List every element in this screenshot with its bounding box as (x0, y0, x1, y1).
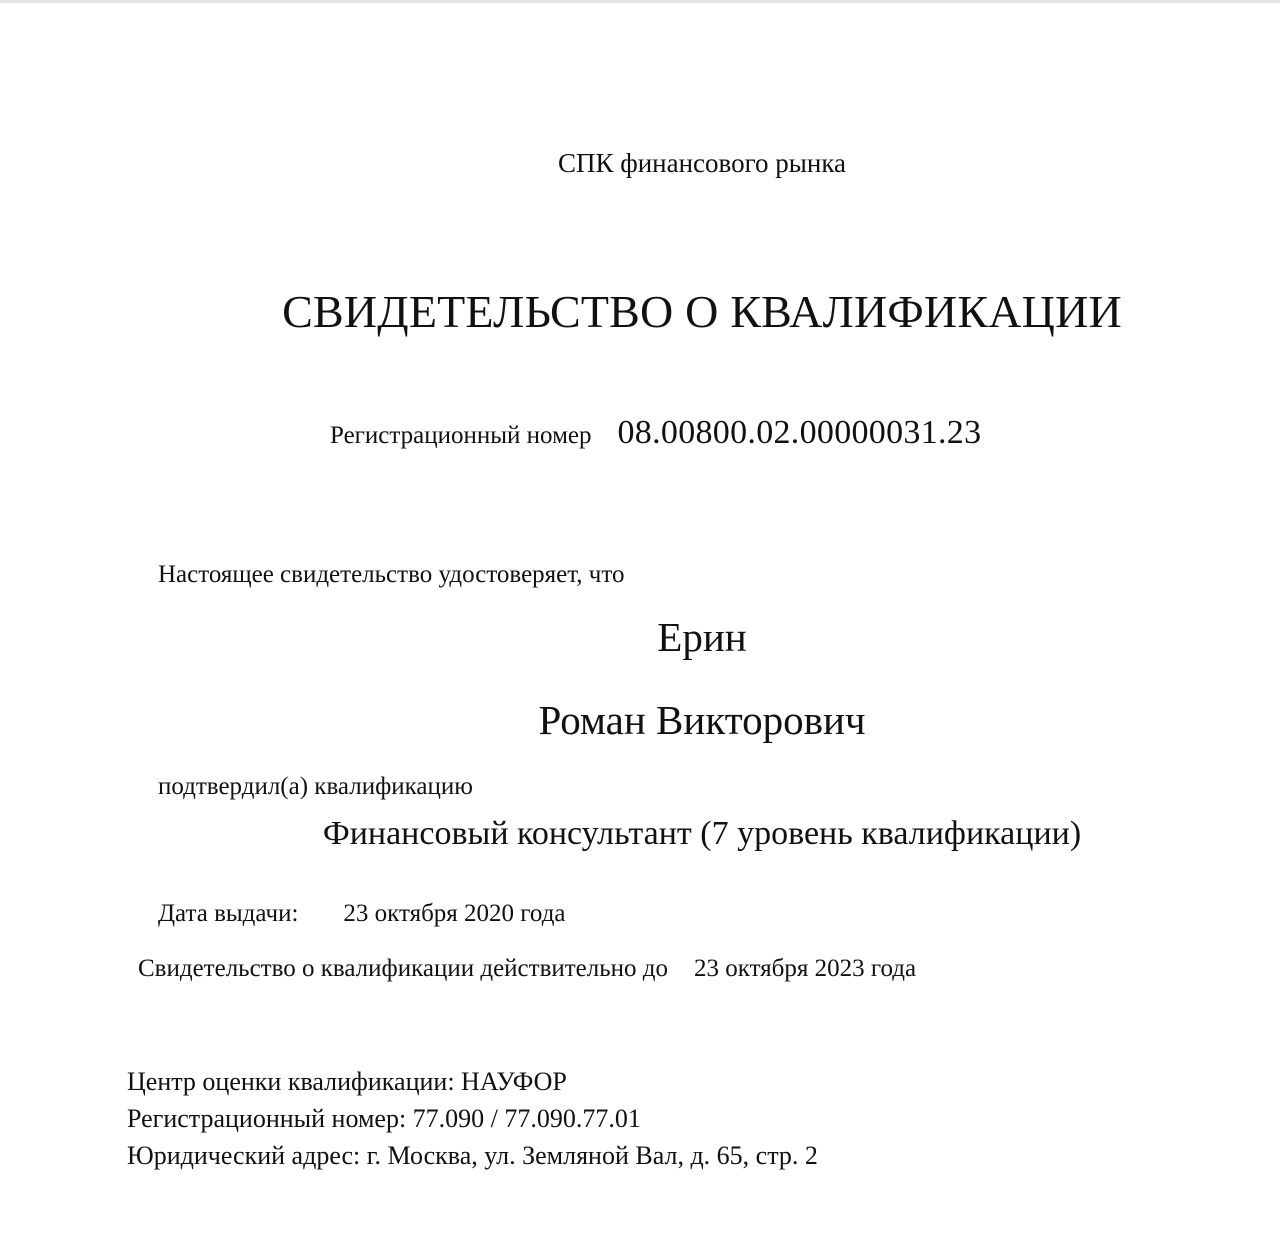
assessment-center-address: Юридический адрес: г. Москва, ул. Земляной Вал, д. 65, стр. 2 (127, 1141, 818, 1170)
validity-label: Свидетельство о квалификации действительно до (138, 955, 668, 982)
assessment-center-name: Центр оценки квалификации: НАУФОР (127, 1067, 567, 1096)
page-top-border (0, 0, 1280, 3)
issue-date-value: 23 октября 2020 года (343, 900, 566, 927)
certifies-text: Настоящее свидетельство удостоверяет, что (158, 561, 625, 588)
assessment-center-registration: Регистрационный номер: 77.090 / 77.090.77.01 (127, 1104, 641, 1133)
confirmed-text: подтвердил(а) квалификацию (158, 773, 473, 800)
qualification-title: Финансовый консультант (7 уровень квалификации) (322, 815, 1082, 852)
validity-row (138, 955, 916, 983)
validity-date: 23 октября 2023 года (694, 955, 917, 982)
document-title: СВИДЕТЕЛЬСТВО О КВАЛИФИКАЦИИ (282, 286, 1122, 337)
registration-number-row (330, 414, 981, 452)
registration-number-value: 08.00800.02.00000031.23 (617, 414, 982, 451)
holder-surname: Ерин (657, 614, 747, 660)
assessment-center-block (127, 1067, 818, 1178)
issue-date-label: Дата выдачи: (158, 900, 299, 927)
issue-date-row (158, 900, 566, 928)
issuer-name: СПК финансового рынка (557, 148, 847, 178)
registration-number-label: Регистрационный номер (330, 422, 592, 449)
holder-given-names: Роман Викторович (538, 697, 866, 743)
